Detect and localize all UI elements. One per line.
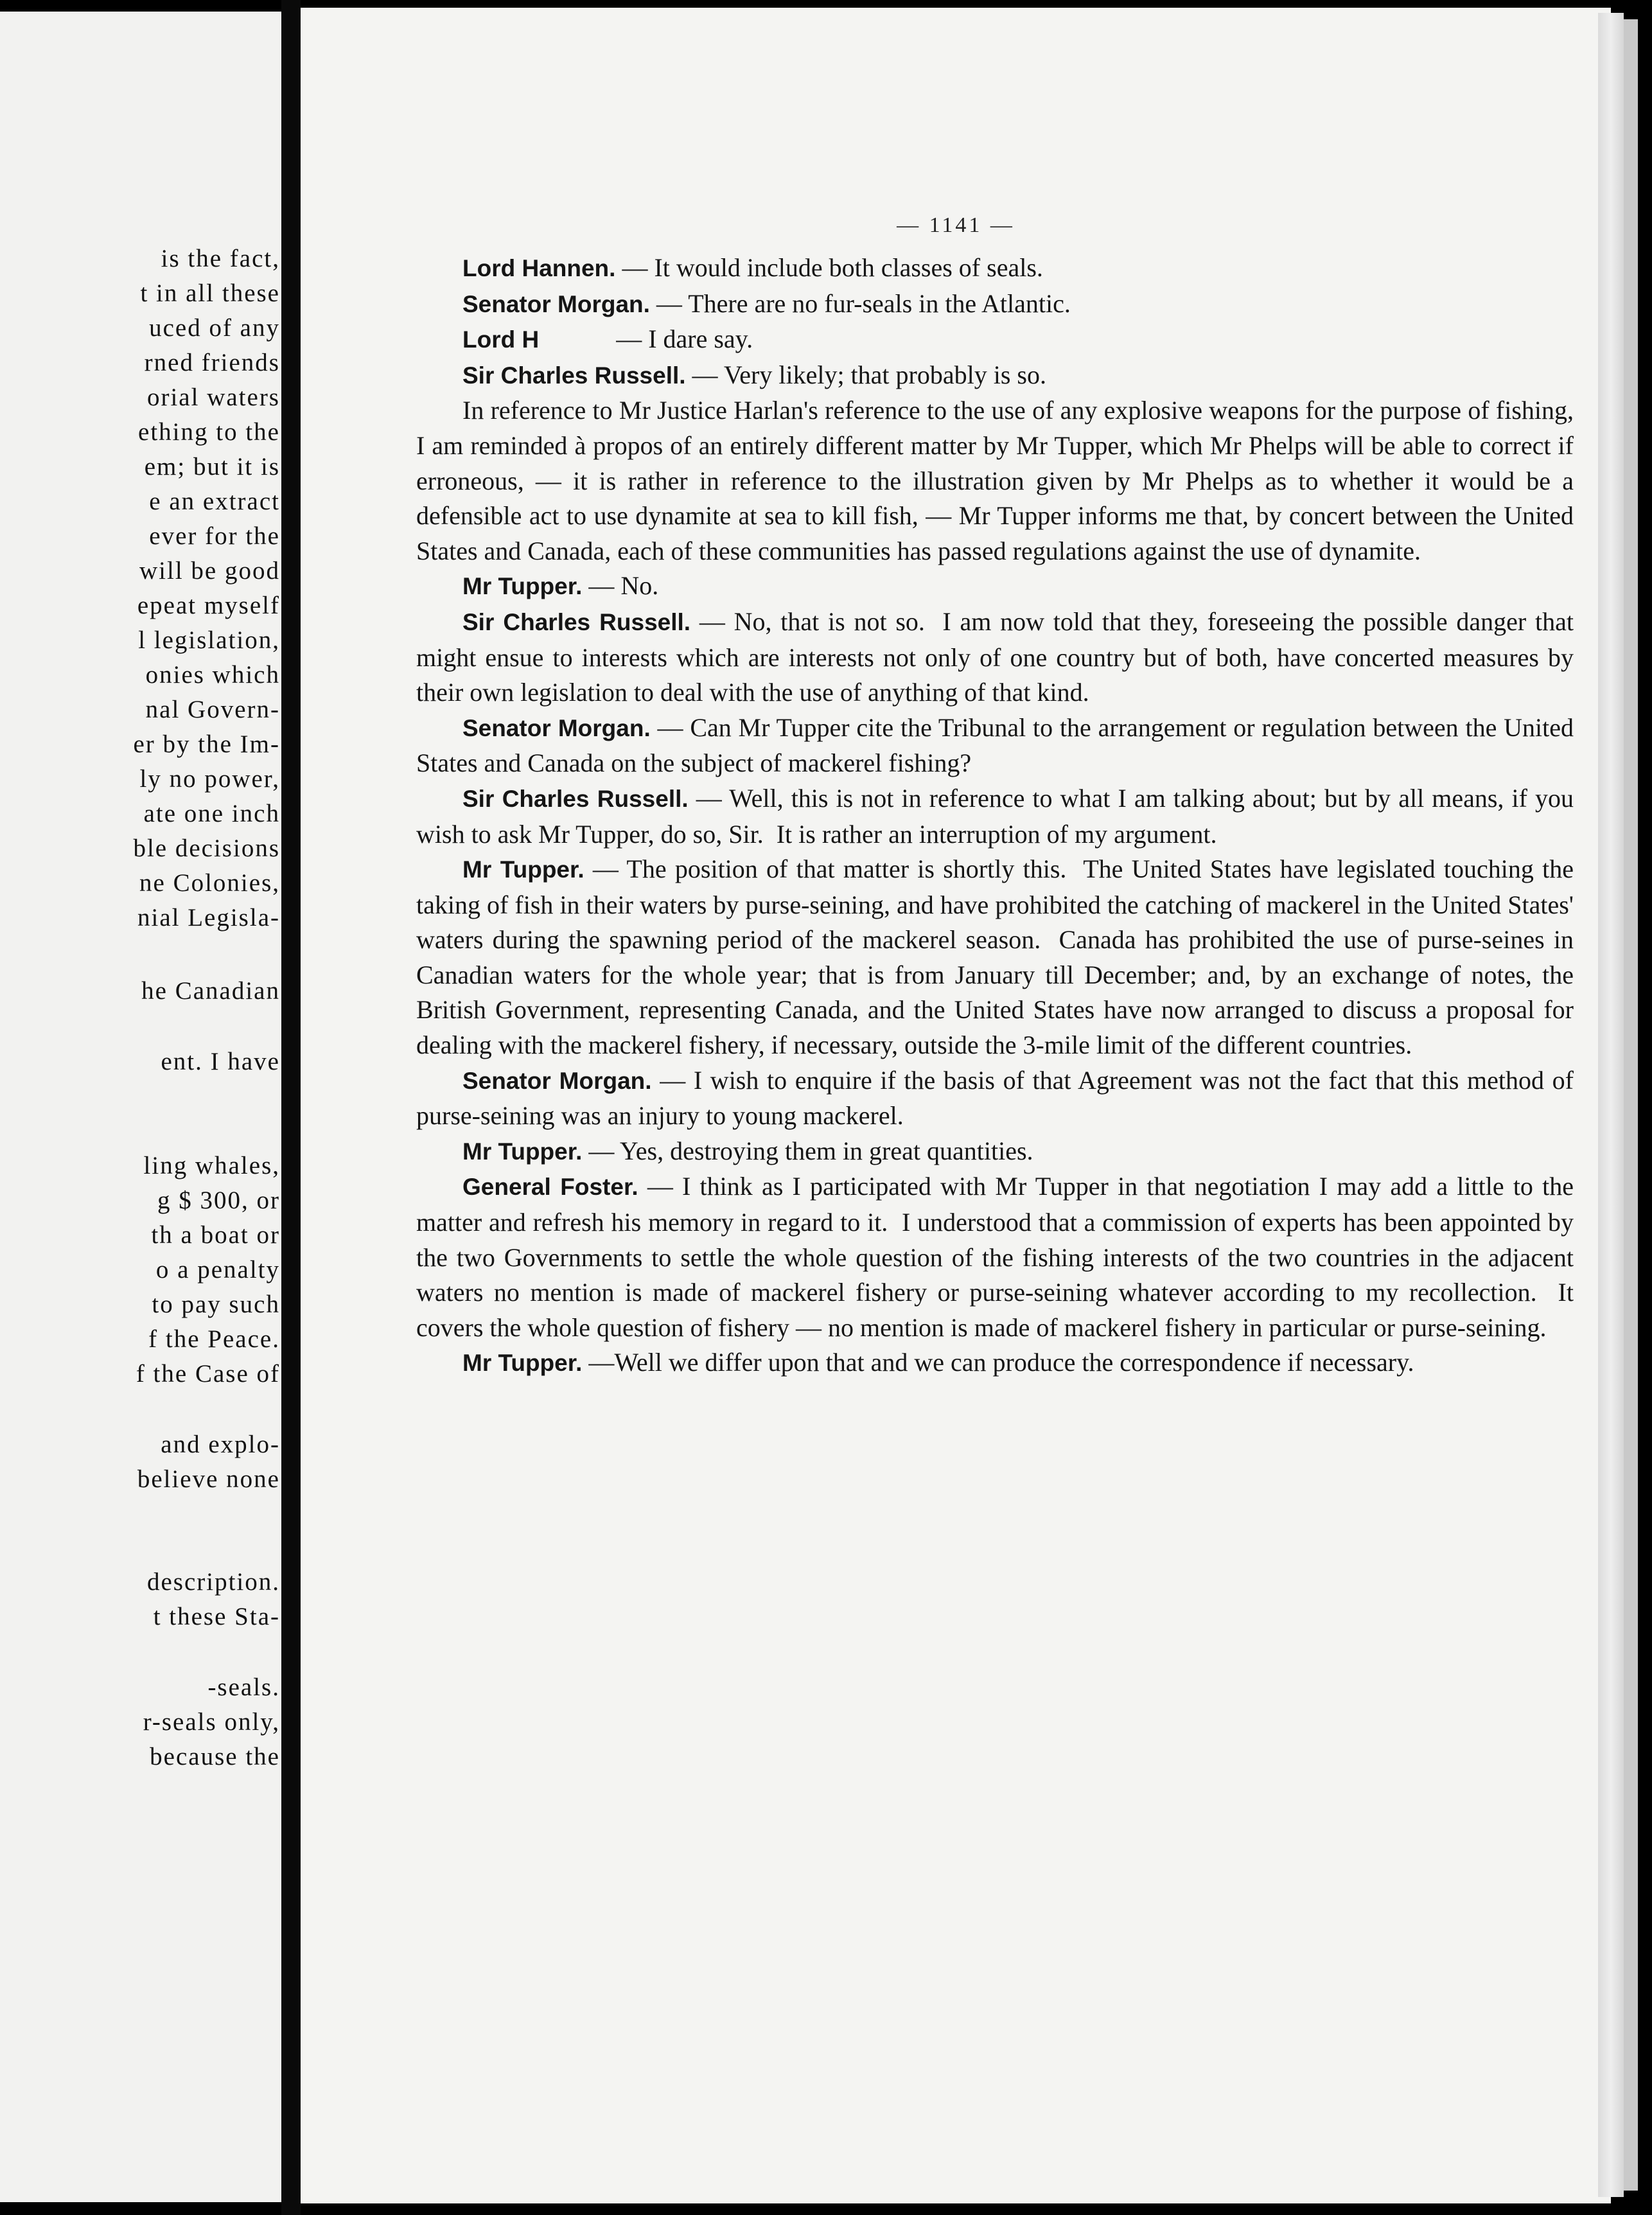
left-page-line: ling whales,	[143, 1152, 280, 1179]
speaker-name: Sir Charles Russell.	[462, 608, 691, 635]
left-page-line: er by the Im-	[133, 730, 280, 758]
left-page-line: orial waters	[146, 384, 280, 411]
paragraph-text: — It would include both classes of seals.	[615, 253, 1043, 282]
left-page-line: epeat myself	[137, 592, 280, 619]
speaker-name: Lord Hannen.	[462, 255, 616, 281]
left-page-line: em; but it is	[144, 453, 280, 481]
paragraph-text: — There are no fur-seals in the Atlantic.	[649, 288, 1071, 318]
left-page-line: t these Sta-	[153, 1603, 280, 1630]
left-page-line: nial Legisla-	[137, 904, 280, 931]
speaker-name: Senator Morgan.	[462, 714, 651, 741]
speaker-name: Senator Morgan.	[462, 290, 650, 317]
left-page-line: l legislation,	[138, 626, 280, 654]
paragraph	[416, 1063, 1580, 1134]
page-gutter	[281, 0, 301, 2215]
paragraph	[416, 287, 1574, 322]
paragraph-text: — I think as I participated with Mr Tupper in that negotiation I may add a little to the matter and refresh his memory in regard to it. I understood that a commission of experts has been appointed by the two Governments to settle the whole question of the fishing interests of the two countries in the adjacent waters no mention is made of mackerel fishery or purse-seining whatever according to my recollection. It covers the whole question of fishery — no mention is made of mackerel fishery in particular or purse-seining.	[416, 1172, 1581, 1342]
paragraph-text: — I wish to enquire if the basis of that Agreement was not the fact that this method of purse-seining was an injury to young mackerel.	[416, 1065, 1580, 1131]
left-page-line: description.	[146, 1568, 280, 1596]
left-page-line: -seals.	[207, 1673, 280, 1701]
left-page-line: because the	[150, 1743, 280, 1770]
left-page-line: he Canadian	[141, 977, 280, 1005]
paragraph-text: — Yes, destroying them in great quantities.	[582, 1136, 1033, 1165]
left-page-line: ly no power,	[139, 765, 280, 793]
speaker-name: Mr Tupper.	[462, 856, 584, 883]
speaker-name: General Foster.	[462, 1174, 638, 1201]
left-page-line: believe none	[137, 1465, 280, 1493]
paragraph	[416, 393, 1580, 569]
paragraph	[416, 1169, 1581, 1345]
speaker-name: Sir Charles Russell.	[462, 362, 686, 389]
left-page-line: th a boat or	[151, 1221, 280, 1249]
left-page-line: f the Case of	[136, 1360, 280, 1388]
page-number: — 1141 —	[897, 213, 1015, 237]
main-page	[301, 8, 1611, 2203]
left-page-line: onies which	[145, 661, 280, 689]
speaker-name: Sir Charles Russell.	[462, 785, 689, 812]
speaker-name: Mr Tupper.	[462, 1350, 583, 1377]
page-edge-shadow	[1624, 19, 1638, 2191]
left-page-line: t in all these	[140, 279, 280, 307]
paragraph-text: — Very likely; that probably is so.	[685, 360, 1046, 389]
left-page-line: g $ 300, or	[157, 1187, 280, 1214]
left-page-line: ate one inch	[143, 800, 280, 827]
left-page-line: and explo-	[161, 1431, 280, 1458]
page-edge	[1598, 13, 1624, 2197]
paragraph	[416, 1134, 1574, 1170]
paragraph-text: — I dare say.	[539, 324, 753, 354]
paragraph-text: — Well, this is not in reference to what I am talking about; but by all means, if you wish to ask Mr Tupper, do so, Sir. It is rather an interruption of my argument.	[416, 783, 1580, 849]
left-page-line: ne Colonies,	[139, 869, 280, 897]
left-facing-page	[0, 12, 281, 2202]
paragraph	[416, 1345, 1574, 1381]
paragraph-text: — The position of that matter is shortly this. The United States have legislated touching the taking of fish in their waters by purse-seining, and have prohibited the catching of mackerel in the United States' waters during the spawning period of the mackerel season. Canada has prohibited the use of purse-seines in Canadian waters for the whole year; that is from January till December; and, by an exchange of notes, the British Government, representing Canada, and the United States have now arranged to discuss a proposal for dealing with the mackerel fishery, if necessary, outside the 3-mile limit of the different countries.	[416, 854, 1580, 1060]
page-body	[416, 251, 1581, 1381]
left-page-line: nal Govern-	[145, 696, 280, 723]
left-page-line: is the fact,	[161, 245, 280, 272]
left-page-line: ething to the	[138, 418, 280, 446]
paragraph	[416, 781, 1580, 852]
paragraph-text: In reference to Mr Justice Harlan's reference to the use of any explosive weapons for the purpose of fishing, I am reminded à propos of an entirely different matter by Mr Tupper, which Mr Phelps will be able to correct if erroneous, — it is rather in reference to the illustration given by Mr Phelps as to whether it would be a defensible act to use dynamite at sea to kill fish, — Mr Tupper informs me that, by concert between the United States and Canada, each of these communities has passed regulations against the use of dynamite.	[416, 396, 1580, 565]
paragraph-text: —Well we differ upon that and we can produce the correspondence if necessary.	[582, 1348, 1414, 1377]
paragraph-text: — Can Mr Tupper cite the Tribunal to the arrangement or regulation between the United States and Canada on the subject of mackerel fishing?	[416, 712, 1580, 778]
speaker-name: Lord H	[462, 326, 540, 353]
paragraph	[416, 604, 1580, 710]
left-page-line: f the Peace.	[148, 1325, 280, 1353]
paragraph	[416, 569, 1574, 604]
left-page-line: ever for the	[149, 522, 280, 550]
speaker-name: Senator Morgan.	[462, 1067, 652, 1094]
paragraph	[416, 710, 1580, 781]
left-page-line: uced of any	[149, 314, 280, 342]
paragraph-text: — No, that is not so. I am now told that they, foreseeing the possible danger that might ensue to interests which are interests not only of one country but of both, have concerted measures by their own legislation to deal with the use of anything of that kind.	[416, 606, 1580, 707]
left-page-line: will be good	[139, 557, 280, 585]
paragraph	[416, 322, 1574, 358]
speaker-name: Mr Tupper.	[462, 573, 583, 600]
left-page-line: e an extract	[149, 488, 280, 515]
paragraph-text: — No.	[582, 571, 659, 601]
paragraph	[416, 358, 1574, 394]
left-page-line: r-seals only,	[143, 1708, 280, 1736]
left-page-line: ent. I have	[161, 1048, 280, 1075]
left-page-line: o a penalty	[155, 1256, 280, 1284]
speaker-name: Mr Tupper.	[462, 1138, 583, 1165]
paragraph	[416, 251, 1574, 287]
left-page-line: to pay such	[152, 1291, 280, 1318]
paragraph	[416, 852, 1580, 1063]
left-page-line: ble decisions	[133, 834, 280, 862]
left-page-line: rned friends	[144, 349, 280, 376]
